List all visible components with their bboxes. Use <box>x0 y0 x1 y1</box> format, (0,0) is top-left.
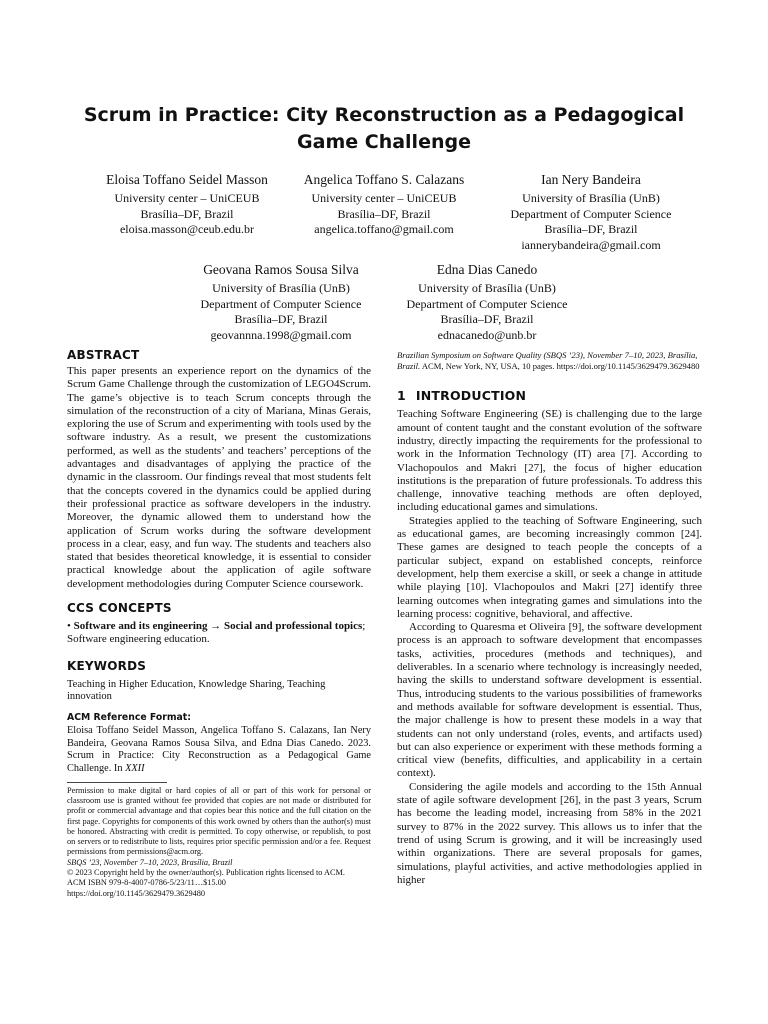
paper-title: Scrum in Practice: City Reconstruction as a Pedagogical Game Challenge <box>83 104 685 153</box>
author-name: Eloisa Toffano Seidel Masson <box>106 172 268 187</box>
ccs-concept-secondary: ; Software engineering education. <box>67 620 366 646</box>
author-block-3 <box>466 170 716 253</box>
permission-isbn: ACM ISBN 979-8-4007-0786-5/23/11…$15.00 <box>67 878 226 888</box>
permission-text: Permission to make digital or hard copies of all or part of this work for personal or classroom use is granted without fee provided that copies are not made or distributed for profit or commercial advantage and that copies bear this notice and the full citation on the first page. Copyrights for components of this work owned by others than the author(s) must be honored. Abstracting with credit is permitted. To copy otherwise, or republish, to post on servers or to redistribute to lists, requires prior specific permission and/or a fee. Request permissions from permissions@acm.org. <box>67 785 371 857</box>
intro-paragraph: Strategies applied to the teaching of Software Engineering, such as educational games, are becoming increasingly common [24]. These games are designed to teach people the concepts of a particular subject, expand on established concepts, reinforce development, help them exercise a skill, or seek a change in attitude while playing [10]. Vlachopoulos and Makri [27] identify three learning outcomes when integrating games and simulations into the learning process: cognitive, behavioral, and affective. <box>397 514 702 620</box>
author-location: Brasília–DF, Brazil <box>544 222 638 236</box>
section-number: 1 <box>397 388 406 404</box>
author-location: Brasília–DF, Brazil <box>140 206 234 221</box>
intro-paragraph: Considering the agile models and according to the 15th Annual state of agile software development [26], in the past 3 years, Scrum has become the leading model, increasing from 58% in the 2021 survey to 87% in the 2022 survey. This allows us to infer that the trend of using Scrum is growing, and it will be increasingly used within organizations. There are several proposals for games, simulations, playful activities, and active methodologies applied in higher <box>397 780 702 886</box>
author-name: Angelica Toffano S. Calazans <box>303 172 465 187</box>
author-department: Department of Computer Science <box>510 206 672 221</box>
author-email: iannerybandeira@gmail.com <box>521 237 661 252</box>
permission-block <box>67 786 371 899</box>
permission-copyright: © 2023 Copyright held by the owner/author(s). Publication rights licensed to ACM. <box>67 867 345 877</box>
author-name: Ian Nery Bandeira <box>541 172 641 187</box>
author-name: Geovana Ramos Sousa Silva <box>203 262 359 277</box>
author-email: ednacanedo@unb.br <box>437 327 537 342</box>
footnote-rule <box>67 782 167 783</box>
venue-note-italic: Brazilian Symposium on Software Quality (SBQS ’23), November 7–10, 2023, Brasília, Brazil. <box>397 350 698 372</box>
ccs-heading: CCS CONCEPTS <box>67 601 172 616</box>
right-column <box>397 350 702 887</box>
author-name: Edna Dias Canedo <box>436 262 538 277</box>
author-email: geovannna.1998@gmail.com <box>210 327 352 342</box>
abstract-text: This paper presents an experience report on the dynamics of the Scrum Game Challenge through the customization of LEGO4Scrum. The game’s objective is to teach Scrum concepts through the simulation of the reconstruction of a city of Mariana, Minas Gerais, exploring the use of Scrum and experimenting with tools used by the software industry. As a result, we present the customizations performed, as well as the students’ and teachers’ perceptions of the advantages and disadvantages of applying the practice of the dynamic in the classroom. Our findings reveal that most students felt that the concepts covered in the dynamics could be applied during their professional practice as software developers in the industry. Moreover, the dynamic allowed them to understand how the application of Scrum works during the software development process in a clear, easy, and fun way. The students and teachers also stated that besides theoretical knowledge, it is essential to consider practical knowledge about the application of agile software development methodologies during Computer Science coursework. <box>67 365 371 590</box>
venue-note-rest: ACM, New York, NY, USA, 10 pages. https://doi.org/10.1145/3629479.3629480 <box>420 361 700 372</box>
author-email: eloisa.masson@ceub.edu.br <box>119 222 254 236</box>
permission-venue: SBQS ’23, November 7–10, 2023, Brasília, Brazil <box>67 857 233 867</box>
author-affiliation: University of Brasília (UnB) <box>522 191 660 205</box>
keywords-text: Teaching in Higher Education, Knowledge Sharing, Teaching innovation <box>67 678 326 703</box>
acm-reference-text <box>67 725 371 775</box>
ccs-bullet: • <box>67 620 71 633</box>
author-affiliation: University center – UniCEUB <box>114 191 260 205</box>
abstract-heading: ABSTRACT <box>67 348 140 362</box>
acm-reference-body: Eloisa Toffano Seidel Masson, Angelica Toffano S. Calazans, Ian Nery Bandeira, Geovana Ramos Sousa Silva, and Edna Dias Canedo. 2023. Scrum in Practice: City Reconstruction as a Pedagogical Game Challenge. In <box>67 725 371 775</box>
author-location: Brasília–DF, Brazil <box>234 312 328 326</box>
author-location: Brasília–DF, Brazil <box>337 206 431 221</box>
author-affiliation: University of Brasília (UnB) <box>418 281 556 295</box>
author-affiliation: University center – UniCEUB <box>311 191 457 205</box>
author-block-5 <box>362 260 612 343</box>
venue-note <box>397 350 702 372</box>
author-department: Department of Computer Science <box>200 296 362 311</box>
acm-reference-italic: XXII <box>125 763 145 775</box>
intro-paragraph: According to Quaresma et Oliveira [9], the software development process is an approach to software development that encompasses tasks, activities, procedures (methods and techniques), and deliverables. In a scenario where technology is increasingly needed, having the skills to understand software development is essential. Thus, introducing students to the various possibilities of frameworks and methods available for software development is essential. Thus, the major challenge is how to present these models in a way that students can not only understand (roles, events, and artifacts used) but can also experience or experiment with these methods forming a critical view (benefits, difficulties, and applicability in a certain context). <box>397 621 702 780</box>
ccs-concept-primary: Software and its engineering → Social and professional topics <box>73 620 363 633</box>
author-department: Department of Computer Science <box>406 296 568 311</box>
author-location: Brasília–DF, Brazil <box>440 312 534 326</box>
section-title: INTRODUCTION <box>415 388 527 404</box>
introduction-heading <box>397 388 702 403</box>
keywords-heading: KEYWORDS <box>67 658 147 673</box>
left-column <box>67 348 371 899</box>
author-email: angelica.toffano@gmail.com <box>314 222 454 236</box>
acm-reference-heading: ACM Reference Format: <box>67 712 191 724</box>
permission-doi: https://doi.org/10.1145/3629479.3629480 <box>67 888 206 898</box>
ccs-concepts <box>67 620 371 647</box>
author-affiliation: University of Brasília (UnB) <box>212 281 350 295</box>
intro-paragraph: Teaching Software Engineering (SE) is challenging due to the large amount of content taught and the constant evolution of the software industry, directly impacting the requirements for the professional to work in the Information Technology (IT) area [7]. According to Vlachopoulos and Makri [27], the focus of higher education institutions is the preparation of future professionals. To address this challenge, innovative teaching methods are often deployed, including educational games and simulations. <box>397 408 702 514</box>
